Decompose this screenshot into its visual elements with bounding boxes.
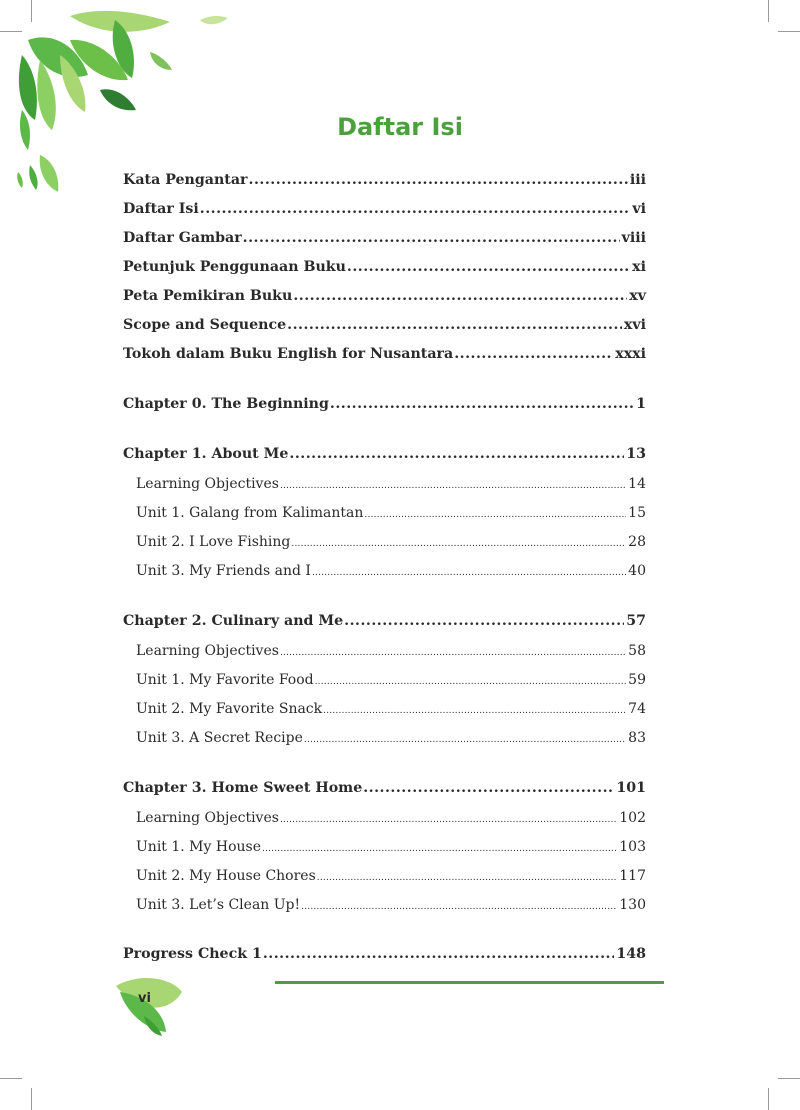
crop-mark: [31, 1088, 32, 1110]
toc-entry-label: Progress Check 1: [123, 946, 262, 962]
toc-entry-page: 148: [616, 946, 646, 962]
dot-leader: [280, 810, 617, 826]
toc-entry[interactable]: [123, 946, 646, 962]
page-number: vi: [138, 991, 151, 1006]
toc-entry-page: vi: [632, 201, 646, 217]
toc-entry-page: viii: [621, 230, 646, 246]
toc-unit-page: 83: [628, 730, 646, 746]
toc-unit-page: 117: [619, 868, 646, 884]
dot-leader: [280, 643, 626, 659]
toc-unit-label: Unit 2. My Favorite Snack: [136, 701, 323, 717]
toc-unit-page: 40: [628, 563, 646, 579]
toc-unit-label: Unit 1. Galang from Kalimantan: [136, 505, 364, 521]
toc-chapter-page: 13: [626, 446, 646, 462]
toc-unit[interactable]: [136, 897, 646, 913]
toc-entry[interactable]: [123, 259, 646, 275]
toc-unit-label: Unit 1. My House: [136, 839, 261, 855]
crop-mark: [778, 1078, 800, 1079]
toc-entry-label: Kata Pengantar: [123, 172, 248, 188]
toc-chapter-page: 1: [636, 396, 646, 412]
toc-entry[interactable]: [123, 288, 646, 304]
toc-unit[interactable]: [136, 868, 646, 884]
toc-unit[interactable]: [136, 810, 646, 826]
dot-leader: [263, 946, 615, 962]
toc-unit-label: Unit 1. My Favorite Food: [136, 672, 314, 688]
crop-mark: [768, 1088, 769, 1110]
toc-chapter-label: Chapter 1. About Me: [123, 446, 289, 462]
toc-unit[interactable]: [136, 701, 646, 717]
toc-unit-page: 28: [628, 534, 646, 550]
toc-unit-page: 102: [619, 810, 646, 826]
toc-chapter-page: 57: [626, 613, 646, 629]
toc-entry-page: xv: [629, 288, 646, 304]
toc-chapter[interactable]: [123, 613, 646, 629]
toc-unit-label: Unit 3. Let’s Clean Up!: [136, 897, 301, 913]
dot-leader: [200, 201, 631, 217]
toc-entry[interactable]: [123, 317, 646, 333]
toc-unit-label: Unit 3. A Secret Recipe: [136, 730, 303, 746]
toc-entry-label: Tokoh dalam Buku English for Nusantara: [123, 346, 454, 362]
toc-entry[interactable]: [123, 346, 646, 362]
toc-unit[interactable]: [136, 505, 646, 521]
toc-chapter-page: 101: [616, 780, 646, 796]
dot-leader: [301, 897, 617, 913]
toc-unit-label: Learning Objectives: [136, 810, 279, 826]
toc-unit[interactable]: [136, 839, 646, 855]
toc-entry-label: Daftar Isi: [123, 201, 199, 217]
toc-entry[interactable]: [123, 172, 646, 188]
dot-leader: [344, 613, 624, 629]
toc-unit-label: Learning Objectives: [136, 643, 279, 659]
toc-entry-label: Petunjuk Penggunaan Buku: [123, 259, 346, 275]
dot-leader: [287, 317, 622, 333]
toc-chapter[interactable]: [123, 780, 646, 796]
dot-leader: [262, 839, 617, 855]
toc-entry-label: Scope and Sequence: [123, 317, 287, 333]
dot-leader: [330, 396, 634, 412]
toc-unit-page: 74: [628, 701, 646, 717]
toc-chapter[interactable]: [123, 446, 646, 462]
dot-leader: [243, 230, 620, 246]
toc-unit-label: Unit 3. My Friends and I: [136, 563, 311, 579]
toc-entry-page: xvi: [623, 317, 646, 333]
toc-unit[interactable]: [136, 672, 646, 688]
toc-unit-page: 14: [628, 476, 646, 492]
dot-leader: [317, 868, 618, 884]
toc-unit-page: 103: [619, 839, 646, 855]
toc-entry[interactable]: [123, 230, 646, 246]
toc-entry-label: Daftar Gambar: [123, 230, 242, 246]
toc-unit-page: 59: [628, 672, 646, 688]
toc-entry-page: xi: [632, 259, 646, 275]
toc-chapter-label: Chapter 2. Culinary and Me: [123, 613, 344, 629]
dot-leader: [364, 505, 626, 521]
toc-entry-page: iii: [629, 172, 646, 188]
dot-leader: [312, 563, 626, 579]
toc-chapter-label: Chapter 0. The Beginning: [123, 396, 329, 412]
toc-chapter[interactable]: [123, 396, 646, 412]
toc-unit[interactable]: [136, 563, 646, 579]
toc-unit-page: 15: [628, 505, 646, 521]
dot-leader: [363, 780, 614, 796]
dot-leader: [454, 346, 613, 362]
dot-leader: [293, 288, 627, 304]
toc-unit-label: Learning Objectives: [136, 476, 279, 492]
toc-unit-page: 58: [628, 643, 646, 659]
toc-unit-label: Unit 2. My House Chores: [136, 868, 316, 884]
toc-chapter-label: Chapter 3. Home Sweet Home: [123, 780, 363, 796]
page-title: Daftar Isi: [337, 113, 463, 141]
dot-leader: [249, 172, 628, 188]
toc-unit-label: Unit 2. I Love Fishing: [136, 534, 291, 550]
toc-unit[interactable]: [136, 534, 646, 550]
crop-mark: [0, 1078, 22, 1079]
toc-unit[interactable]: [136, 476, 646, 492]
dot-leader: [291, 534, 626, 550]
dot-leader: [304, 730, 626, 746]
toc-unit[interactable]: [136, 643, 646, 659]
toc-entry[interactable]: [123, 201, 646, 217]
dot-leader: [315, 672, 627, 688]
dot-leader: [289, 446, 624, 462]
footer-rule: [275, 981, 664, 984]
toc-unit[interactable]: [136, 730, 646, 746]
dot-leader: [323, 701, 626, 717]
toc-entry-label: Peta Pemikiran Buku: [123, 288, 293, 304]
toc-unit-page: 130: [619, 897, 646, 913]
toc-entry-page: xxxi: [615, 346, 646, 362]
dot-leader: [347, 259, 630, 275]
dot-leader: [280, 476, 626, 492]
